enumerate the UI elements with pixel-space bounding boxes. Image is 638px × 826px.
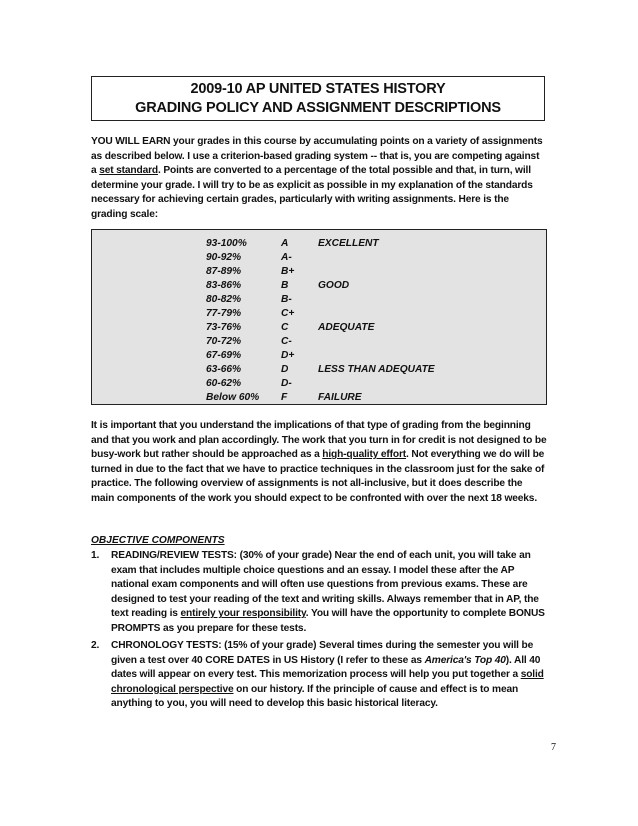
scale-grade: C+ (281, 308, 295, 319)
item2-text-3: on our history. If the principle of cause and effect is to mean anything to you, you will need to develop this basic historical literacy. (111, 683, 519, 710)
scale-range: 63-66% (206, 364, 242, 375)
scale-grade: D+ (281, 350, 295, 361)
item2-text-2: ). All 40 dates will appear on every test. This memorization process will help you put together a (111, 654, 541, 681)
item1-text-1: READING/REVIEW TESTS: (30% of your grade) Near the end of each unit, you will take an exam that includes multiple choice questions and an essay. I model these after the AP national exam components and will often use questions from previous exams. These are designed to test your reading of the text and writing skills. Always remember that in AP, the text reading is (111, 550, 539, 620)
scale-range: Below 60% (206, 392, 260, 403)
intro-text-2: . Points are converted to a percentage of the total possible and that, in turn, will determine your grade. I will try to be as explicit as possible in my explanation of the standards necessary for achieving certain grades, particularly with writing assignments. Here is the grading scale: (91, 165, 533, 220)
implications-underline: high-quality effort (322, 449, 407, 461)
scale-desc: LESS THAN ADEQUATE (318, 364, 435, 375)
scale-range: 77-79% (206, 308, 242, 319)
scale-range: 83-86% (206, 280, 242, 291)
scale-desc: GOOD (318, 280, 350, 291)
scale-grade: B+ (281, 266, 295, 277)
item1-text-2: . You will have the opportunity to complete BONUS PROMPTS as you prepare for these tests. (111, 608, 545, 634)
scale-grade: F (281, 392, 288, 403)
scale-row (92, 391, 546, 405)
scale-range: 80-82% (206, 294, 242, 305)
scale-range: 70-72% (206, 336, 242, 347)
scale-range: 90-92% (206, 252, 242, 263)
page-number: 7 (551, 742, 556, 753)
objective-components-heading: OBJECTIVE COMPONENTS (91, 535, 225, 546)
scale-range: 87-89% (206, 266, 242, 277)
implications-text-1: It is important that you understand the implications of that type of grading from the beginning and that you work and plan accordingly. The work that you turn in for credit is not designed to be busy-work but rather should be approached as a (91, 420, 547, 461)
title-line-2: GRADING POLICY AND ASSIGNMENT DESCRIPTIONS (135, 100, 501, 116)
item2-underline: solid chronological perspective (111, 669, 544, 695)
scale-range: 60-62% (206, 378, 242, 389)
list-item-text (111, 549, 547, 637)
scale-row (92, 279, 546, 293)
list-item-text (111, 639, 547, 712)
scale-row (92, 307, 546, 321)
list-number: 2. (91, 640, 100, 651)
scale-grade: C (281, 322, 289, 333)
intro-text-1: YOU WILL EARN your grades in this course by accumulating points on a variety of assignments as described below. I use a criterion-based grading system -- that is, you are competing against a (91, 136, 543, 177)
title-line-1: 2009-10 AP UNITED STATES HISTORY (190, 81, 446, 97)
item1-underline: entirely your responsibility (180, 608, 306, 620)
scale-range: 67-69% (206, 350, 242, 361)
implications-paragraph (91, 419, 547, 507)
list-number: 1. (91, 550, 100, 561)
scale-row (92, 363, 546, 377)
scale-grade: B- (281, 294, 292, 305)
scale-grade: B (281, 280, 289, 291)
scale-desc: ADEQUATE (318, 322, 375, 333)
scale-row (92, 293, 546, 307)
scale-desc: EXCELLENT (318, 238, 379, 249)
scale-grade: A (281, 238, 289, 249)
intro-paragraph (91, 135, 547, 223)
scale-row (92, 265, 546, 279)
scale-row (92, 237, 546, 251)
scale-row (92, 349, 546, 363)
scale-range: 93-100% (206, 238, 247, 249)
scale-grade: A- (281, 252, 292, 263)
item2-text-1: CHRONOLOGY TESTS: (15% of your grade) Several times during the semester you will be given a test over 40 CORE DATES in US History (I refer to these as (111, 640, 534, 666)
scale-row (92, 321, 546, 335)
scale-row (92, 335, 546, 349)
scale-row (92, 377, 546, 391)
scale-grade: C- (281, 336, 292, 347)
scale-grade: D (281, 364, 289, 375)
implications-text-2: . Not everything we do will be turned in due to the fact that we have to practice techniques in the classroom just for the sake of practice. The following overview of assignments is not all-inclusive, but it does describe the main components of the work you should expect to be confronted with over the next 18 weeks. (91, 449, 545, 504)
scale-row (92, 251, 546, 265)
intro-underline: set standard (99, 165, 158, 177)
scale-desc: FAILURE (318, 392, 362, 403)
grading-scale-table (91, 229, 547, 405)
scale-grade: D- (281, 378, 292, 389)
scale-range: 73-76% (206, 322, 242, 333)
title-box (91, 76, 545, 121)
item2-emphasis: America's Top 40 (424, 654, 506, 666)
